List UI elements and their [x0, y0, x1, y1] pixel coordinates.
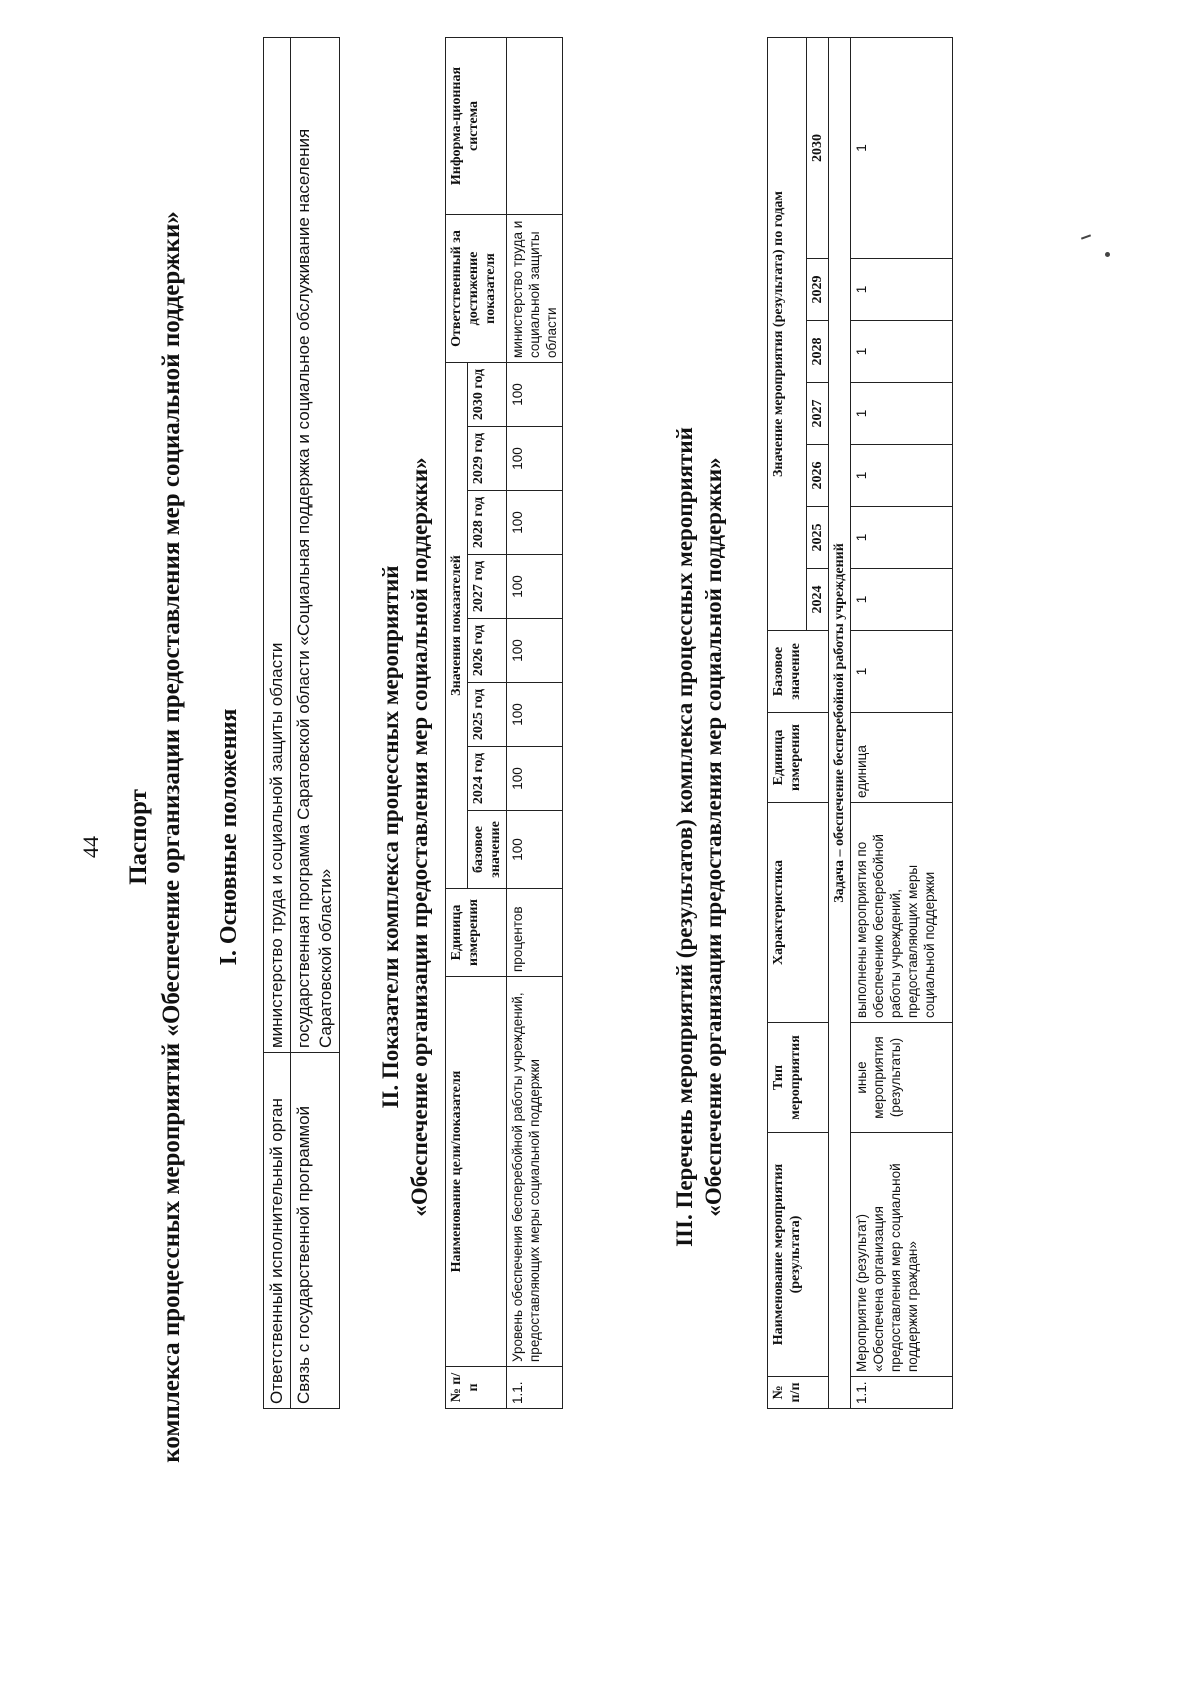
table-row — [507, 38, 563, 1409]
cell-value: 1 — [851, 321, 953, 383]
cell-value: 100 — [507, 427, 563, 491]
cell-value: 100 — [507, 747, 563, 811]
col-unit: Единица измерения — [446, 889, 507, 977]
main-provisions-table — [263, 37, 340, 1409]
row-label: Связь с государственной программой — [291, 1053, 340, 1409]
cell-value: 100 — [507, 491, 563, 555]
section2-subheading: «Обеспечение организации предоставления мер социальной поддержки» — [407, 457, 432, 1217]
cell-unit: единица — [851, 713, 953, 803]
cell-name: Уровень обеспечения бесперебойной работы учреждений, предоставляющих меры социальной поддержки — [507, 977, 563, 1367]
cell-value: 1 — [851, 569, 953, 631]
cell-unit: процентов — [507, 889, 563, 977]
cell-responsible: министерство труда и социальной защиты области — [507, 215, 563, 363]
cell-value: 100 — [507, 555, 563, 619]
col-year: 2028 год — [468, 491, 507, 555]
cell-value: 1 — [851, 259, 953, 321]
cell-value: 100 — [507, 619, 563, 683]
cell-value: 1 — [851, 38, 953, 259]
task-row: Задача – обеспечение бесперебойной работы учреждений — [829, 38, 851, 1409]
col-base: Базовое значение — [768, 631, 829, 713]
col-year: 2026 — [807, 445, 829, 507]
col-name: Наименование цели/показателя — [446, 977, 507, 1367]
row-label: Ответственный исполнительный орган — [264, 1053, 291, 1409]
col-year: 2025 — [807, 507, 829, 569]
col-year: 2026 год — [468, 619, 507, 683]
col-year: 2027 год — [468, 555, 507, 619]
cell-characteristic: выполнены мероприятия по обеспечению бесперебойной работы учреждений, предоставляющих меры социальной поддержки — [851, 803, 953, 1023]
col-year: 2029 — [807, 259, 829, 321]
passport-subtitle: комплекса процессных мероприятий «Обеспечение организации предоставления мер социальной поддержки» — [158, 211, 185, 1463]
cell-num: 1.1. — [851, 1377, 953, 1409]
col-num: № п/п — [446, 1367, 507, 1409]
cell-base: 100 — [507, 811, 563, 889]
col-base: базовое значение — [468, 811, 507, 889]
col-year: 2025 год — [468, 683, 507, 747]
table-row — [291, 38, 340, 1409]
col-type: Тип мероприятия — [768, 1023, 829, 1133]
col-values-group: Значения показателей — [446, 363, 468, 889]
col-unit: Единица измерения — [768, 713, 829, 803]
col-year: 2030 год — [468, 363, 507, 427]
section3-subheading: «Обеспечение организации предоставления мер социальной поддержки» — [701, 457, 726, 1217]
cell-value: 1 — [851, 507, 953, 569]
col-num: № п/п — [768, 1377, 829, 1409]
indicators-table — [445, 37, 563, 1409]
col-year: 2024 — [807, 569, 829, 631]
cell-value: 1 — [851, 383, 953, 445]
scan-speck — [1081, 234, 1091, 239]
cell-value: 100 — [507, 683, 563, 747]
cell-num: 1.1. — [507, 1367, 563, 1409]
row-value: государственная программа Саратовской области «Социальная поддержка и социальное обслуживание населения Саратовской области» — [291, 38, 340, 1053]
table-row — [264, 38, 291, 1409]
col-characteristic: Характеристика — [768, 803, 829, 1023]
col-year: 2024 год — [468, 747, 507, 811]
measures-table — [767, 37, 953, 1409]
cell-base: 1 — [851, 631, 953, 713]
col-name: Наименование мероприятия (результата) — [768, 1133, 829, 1377]
section2-heading: II. Показатели комплекса процессных мероприятий — [378, 565, 403, 1109]
col-year: 2027 — [807, 383, 829, 445]
section3-heading: III. Перечень мероприятий (результатов) комплекса процессных мероприятий — [672, 427, 697, 1247]
col-system: Информа-ционная система — [446, 38, 507, 215]
cell-name: Мероприятие (результат) «Обеспечена организация предоставления мер социальной поддержки граждан» — [851, 1133, 953, 1377]
row-value: министерство труда и социальной защиты области — [264, 38, 291, 1053]
scan-speck — [1105, 252, 1110, 257]
section1-heading: I. Основные положения — [216, 708, 242, 966]
table-row — [851, 38, 953, 1409]
col-by-years: Значение мероприятия (результата) по годам — [768, 38, 807, 631]
cell-type: иные мероприятия (результаты) — [851, 1023, 953, 1133]
col-year: 2030 — [807, 38, 829, 259]
col-year: 2028 — [807, 321, 829, 383]
passport-title: Паспорт — [125, 789, 152, 885]
col-responsible: Ответственный за достижение показателя — [446, 215, 507, 363]
cell-value: 100 — [507, 363, 563, 427]
page-number: 44 — [78, 836, 103, 858]
cell-system — [507, 38, 563, 215]
col-year: 2029 год — [468, 427, 507, 491]
cell-value: 1 — [851, 445, 953, 507]
